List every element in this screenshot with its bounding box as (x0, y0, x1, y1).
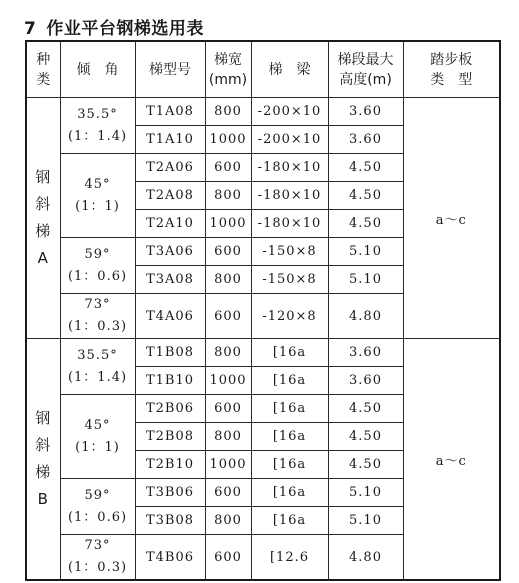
angle-cell: 73° (1：0.3) (60, 535, 135, 581)
model-cell: T1B10 (135, 367, 205, 395)
beam-cell: -150×8 (251, 266, 328, 294)
model-cell: T1A10 (135, 126, 205, 154)
angle-cell: 45° (1：1) (60, 154, 135, 238)
beam-cell: [16a (251, 367, 328, 395)
height-cell: 3.60 (328, 339, 403, 367)
header-height: 梯段最大 高度(m) (328, 41, 403, 98)
width-cell: 800 (205, 339, 251, 367)
height-cell: 5.10 (328, 507, 403, 535)
beam-cell: -180×10 (251, 210, 328, 238)
height-cell: 4.80 (328, 535, 403, 581)
height-cell: 4.50 (328, 423, 403, 451)
width-cell: 800 (205, 266, 251, 294)
header-row (26, 41, 500, 98)
height-cell: 4.80 (328, 294, 403, 339)
width-cell: 800 (205, 182, 251, 210)
model-cell: T2A10 (135, 210, 205, 238)
model-cell: T3B06 (135, 479, 205, 507)
height-cell: 5.10 (328, 479, 403, 507)
height-cell: 3.60 (328, 98, 403, 126)
angle-cell: 35.5° (1：1.4) (60, 98, 135, 154)
height-cell: 3.60 (328, 126, 403, 154)
beam-cell: [16a (251, 479, 328, 507)
beam-cell: [16a (251, 339, 328, 367)
ladder-selection-table (25, 40, 501, 581)
width-cell: 800 (205, 98, 251, 126)
height-cell: 5.10 (328, 238, 403, 266)
header-width: 梯宽 (mm) (205, 41, 251, 98)
width-cell: 600 (205, 479, 251, 507)
beam-cell: -120×8 (251, 294, 328, 339)
width-cell: 1000 (205, 210, 251, 238)
model-cell: T4B06 (135, 535, 205, 581)
table-row (26, 98, 500, 126)
angle-cell: 73° (1：0.3) (60, 294, 135, 339)
width-cell: 600 (205, 395, 251, 423)
width-cell: 800 (205, 507, 251, 535)
height-cell: 3.60 (328, 367, 403, 395)
width-cell: 1000 (205, 126, 251, 154)
angle-cell: 59° (1：0.6) (60, 479, 135, 535)
height-cell: 4.50 (328, 182, 403, 210)
step-type-cell: a～c (403, 98, 500, 339)
section-title-text: 作业平台钢梯选用表 (46, 19, 204, 39)
beam-cell: [16a (251, 507, 328, 535)
height-cell: 4.50 (328, 451, 403, 479)
table-row (26, 339, 500, 367)
beam-cell: -180×10 (251, 182, 328, 210)
model-cell: T2B10 (135, 451, 205, 479)
section-title (24, 14, 204, 39)
width-cell: 600 (205, 238, 251, 266)
ladder-kind-cell: 钢 斜 梯 A (26, 98, 60, 339)
beam-cell: -180×10 (251, 154, 328, 182)
step-type-cell: a～c (403, 339, 500, 581)
section-number: 7 (24, 19, 37, 39)
model-cell: T3B08 (135, 507, 205, 535)
beam-cell: -150×8 (251, 238, 328, 266)
width-cell: 1000 (205, 451, 251, 479)
width-cell: 600 (205, 535, 251, 581)
header-kind: 种 类 (26, 41, 60, 98)
width-cell: 600 (205, 154, 251, 182)
model-cell: T2A08 (135, 182, 205, 210)
width-cell: 1000 (205, 367, 251, 395)
angle-cell: 45° (1：1) (60, 395, 135, 479)
angle-cell: 35.5° (1：1.4) (60, 339, 135, 395)
model-cell: T1A08 (135, 98, 205, 126)
model-cell: T1B08 (135, 339, 205, 367)
beam-cell: [16a (251, 423, 328, 451)
model-cell: T4A06 (135, 294, 205, 339)
header-angle: 倾 角 (60, 41, 135, 98)
beam-cell: -200×10 (251, 126, 328, 154)
beam-cell: [16a (251, 451, 328, 479)
beam-cell: [12.6 (251, 535, 328, 581)
model-cell: T2A06 (135, 154, 205, 182)
model-cell: T3A06 (135, 238, 205, 266)
beam-cell: -200×10 (251, 98, 328, 126)
ladder-kind-cell: 钢 斜 梯 B (26, 339, 60, 581)
header-step-type: 踏步板 类 型 (403, 41, 500, 98)
angle-cell: 59° (1：0.6) (60, 238, 135, 294)
width-cell: 800 (205, 423, 251, 451)
height-cell: 4.50 (328, 210, 403, 238)
width-cell: 600 (205, 294, 251, 339)
height-cell: 4.50 (328, 395, 403, 423)
model-cell: T3A08 (135, 266, 205, 294)
beam-cell: [16a (251, 395, 328, 423)
header-beam: 梯 梁 (251, 41, 328, 98)
model-cell: T2B06 (135, 395, 205, 423)
model-cell: T2B08 (135, 423, 205, 451)
header-model: 梯型号 (135, 41, 205, 98)
height-cell: 4.50 (328, 154, 403, 182)
height-cell: 5.10 (328, 266, 403, 294)
